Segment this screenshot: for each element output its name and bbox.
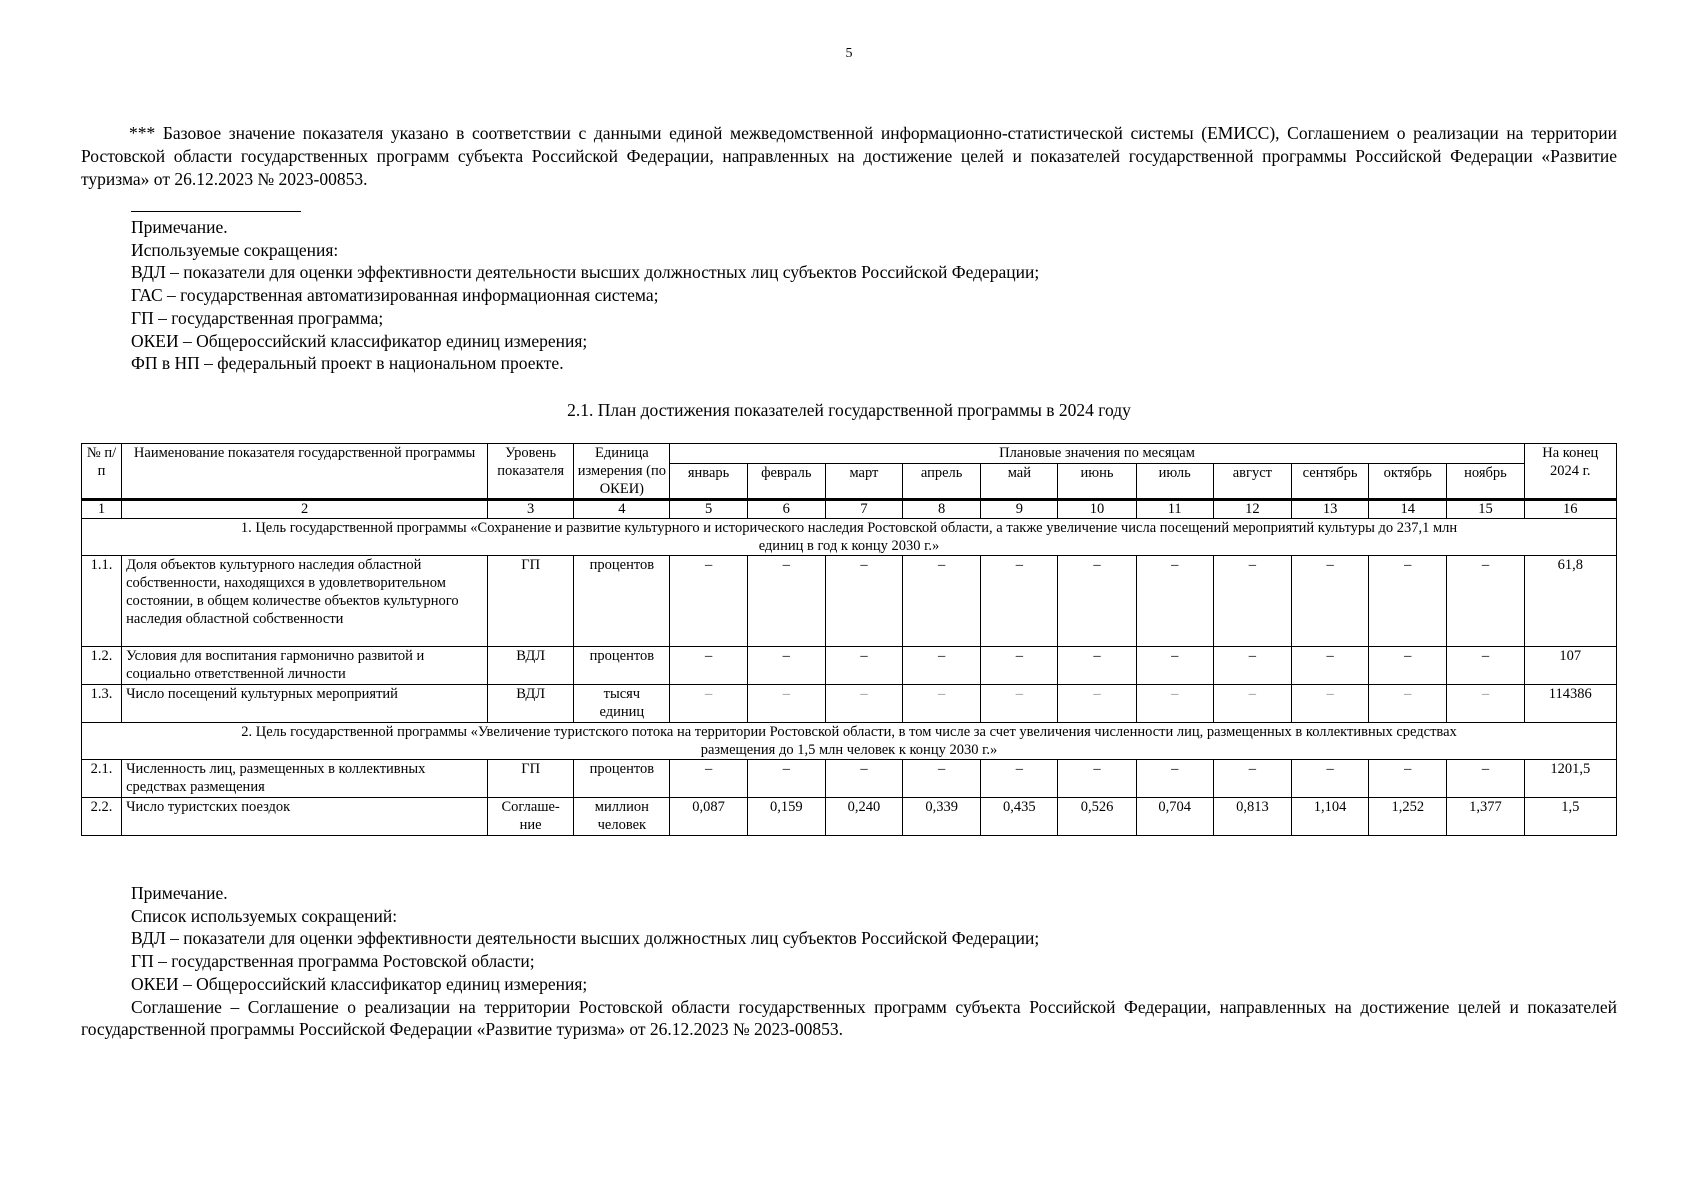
header-month: март — [825, 464, 902, 500]
abbreviations-list-note — [81, 882, 1617, 1041]
row-month-value: – — [1058, 647, 1136, 685]
row-month-value: – — [1291, 685, 1368, 723]
row-indicator-name: Доля объектов культурного наследия областной собственности, находящихся в удовлетворительном состоянии, в общем количестве объектов культурного наследия областной собственности — [122, 556, 488, 647]
row-month-value: – — [1213, 556, 1291, 647]
row-month-value: – — [1369, 760, 1447, 798]
row-num: 2.1. — [82, 760, 122, 798]
row-year-end-value: 114386 — [1524, 685, 1616, 723]
column-number: 5 — [670, 500, 747, 519]
footnote-separator — [131, 211, 301, 212]
column-number: 10 — [1058, 500, 1136, 519]
row-month-value: – — [1213, 685, 1291, 723]
row-month-value: – — [903, 760, 981, 798]
row-month-value: – — [1058, 556, 1136, 647]
row-month-value: – — [1136, 760, 1213, 798]
note-line: Используемые сокращения: — [131, 239, 339, 260]
abbreviations-note — [131, 216, 1039, 375]
note-line: Список используемых сокращений: — [131, 905, 398, 926]
column-numbers-row — [82, 500, 1617, 519]
table-row — [82, 760, 1617, 798]
row-month-value: – — [1447, 556, 1524, 647]
row-month-value: – — [903, 685, 981, 723]
row-unit: тысяч единиц — [574, 685, 670, 723]
note-line: ГАС – государственная автоматизированная информационная система; — [131, 285, 659, 306]
row-num: 1.1. — [82, 556, 122, 647]
page-number: 5 — [845, 46, 853, 61]
row-month-value: – — [981, 685, 1058, 723]
table-title: 2.1. План достижения показателей государственной программы в 2024 году — [567, 400, 1131, 420]
row-level: ВДЛ — [488, 647, 574, 685]
column-number: 1 — [82, 500, 122, 519]
table-row — [82, 647, 1617, 685]
header-month: июнь — [1058, 464, 1136, 500]
row-indicator-name: Число туристских поездок — [122, 798, 488, 836]
column-number: 8 — [903, 500, 981, 519]
row-month-value: – — [903, 647, 981, 685]
row-month-value: – — [1447, 647, 1524, 685]
header-month: апрель — [903, 464, 981, 500]
row-unit: процентов — [574, 760, 670, 798]
row-unit: процентов — [574, 556, 670, 647]
row-year-end-value: 107 — [1524, 647, 1616, 685]
row-year-end-value: 1201,5 — [1524, 760, 1616, 798]
column-number: 11 — [1136, 500, 1213, 519]
row-num: 1.3. — [82, 685, 122, 723]
table-row — [82, 556, 1617, 647]
header-year-end: На конец 2024 г. — [1524, 444, 1616, 500]
row-month-value: – — [825, 685, 902, 723]
header-unit: Единица измерения (по ОКЕИ) — [574, 444, 670, 500]
row-month-value: 1,104 — [1291, 798, 1368, 836]
header-month: август — [1213, 464, 1291, 500]
note-line: Соглашение – Соглашение о реализации на территории Ростовской области государственных программ субъекта Российской Федерации, направленных на достижение целей и показателей государственной программы Российской Федерации «Развитие туризма» от 26.12.2023 № 2023-00853. — [81, 996, 1617, 1040]
header-month: январь — [670, 464, 747, 500]
row-month-value: – — [1213, 760, 1291, 798]
row-month-value: – — [825, 647, 902, 685]
row-month-value: – — [1291, 556, 1368, 647]
row-unit: миллион человек — [574, 798, 670, 836]
header-planned-values: Плановые значения по месяцам — [670, 444, 1524, 464]
row-month-value: 1,252 — [1369, 798, 1447, 836]
header-month: февраль — [747, 464, 825, 500]
goal-row — [82, 519, 1617, 556]
column-number: 4 — [574, 500, 670, 519]
column-number: 2 — [122, 500, 488, 519]
header-month: ноябрь — [1447, 464, 1524, 500]
header-month: сентябрь — [1291, 464, 1368, 500]
header-num: № п/п — [82, 444, 122, 500]
header-name: Наименование показателя государственной программы — [122, 444, 488, 500]
column-number: 16 — [1524, 500, 1616, 519]
row-unit: процентов — [574, 647, 670, 685]
row-month-value: – — [1369, 647, 1447, 685]
note-line: ГП – государственная программа Ростовской области; — [131, 951, 535, 972]
indicators-plan-table — [81, 443, 1617, 836]
row-month-value: – — [670, 760, 747, 798]
row-level: ГП — [488, 556, 574, 647]
footnote: *** Базовое значение показателя указано в соответствии с данными единой межведомственной информационно-статистической системы (ЕМИСС), Соглашением о реализации на территории Ростовской области государственных программ субъекта Российской Федерации, направленных на достижение целей и показателей государственной программы Российской Федерации «Развитие туризма» от 26.12.2023 № 2023-00853. — [81, 123, 1617, 189]
row-indicator-name: Число посещений культурных мероприятий — [122, 685, 488, 723]
column-number: 9 — [981, 500, 1058, 519]
note-line: Примечание. — [131, 883, 228, 903]
note-line: ОКЕИ – Общероссийский классификатор единиц измерения; — [131, 973, 588, 994]
row-month-value: – — [903, 556, 981, 647]
row-month-value: – — [1447, 760, 1524, 798]
row-month-value: – — [747, 760, 825, 798]
goal-row — [82, 723, 1617, 760]
table-row — [82, 798, 1617, 836]
row-month-value: – — [1136, 685, 1213, 723]
note-line: Примечание. — [131, 217, 228, 237]
column-number: 7 — [825, 500, 902, 519]
row-month-value: – — [981, 647, 1058, 685]
row-month-value: – — [825, 760, 902, 798]
row-month-value: – — [747, 647, 825, 685]
row-month-value: – — [670, 647, 747, 685]
row-month-value: – — [1058, 760, 1136, 798]
row-month-value: – — [1291, 760, 1368, 798]
column-number: 6 — [747, 500, 825, 519]
row-month-value: – — [1291, 647, 1368, 685]
row-num: 2.2. — [82, 798, 122, 836]
row-level: Соглаше-ние — [488, 798, 574, 836]
row-year-end-value: 61,8 — [1524, 556, 1616, 647]
row-month-value: 0,813 — [1213, 798, 1291, 836]
column-number: 13 — [1291, 500, 1368, 519]
row-month-value: – — [1369, 685, 1447, 723]
column-number: 3 — [488, 500, 574, 519]
note-line: ВДЛ – показатели для оценки эффективности деятельности высших должностных лиц субъектов Российской Федерации; — [131, 262, 1040, 283]
row-month-value: – — [1058, 685, 1136, 723]
note-line: ГП – государственная программа; — [131, 307, 384, 328]
row-month-value: – — [670, 685, 747, 723]
note-line: ОКЕИ – Общероссийский классификатор единиц измерения; — [131, 330, 588, 351]
column-number: 15 — [1447, 500, 1524, 519]
goal-2-text: 2. Цель государственной программы «Увеличение туристского потока на территории Ростовской области, в том числе за счет увеличения численности лиц, размещенных в коллективных средствах размещения до 1,5 млн человек к концу 2030 г.» — [82, 723, 1617, 760]
row-year-end-value: 1,5 — [1524, 798, 1616, 836]
row-month-value: – — [981, 556, 1058, 647]
note-line: ФП в НП – федеральный проект в национальном проекте. — [131, 353, 564, 374]
header-month: октябрь — [1369, 464, 1447, 500]
header-month: май — [981, 464, 1058, 500]
row-month-value: – — [1136, 556, 1213, 647]
row-month-value: – — [981, 760, 1058, 798]
column-number: 12 — [1213, 500, 1291, 519]
row-month-value: 0,087 — [670, 798, 747, 836]
row-indicator-name: Условия для воспитания гармонично развитой и социально ответственной личности — [122, 647, 488, 685]
row-level: ВДЛ — [488, 685, 574, 723]
row-month-value: – — [747, 685, 825, 723]
row-indicator-name: Численность лиц, размещенных в коллективных средствах размещения — [122, 760, 488, 798]
row-month-value: 0,240 — [825, 798, 902, 836]
row-level: ГП — [488, 760, 574, 798]
table-header-row — [82, 444, 1617, 464]
row-month-value: 0,159 — [747, 798, 825, 836]
column-number: 14 — [1369, 500, 1447, 519]
row-month-value: – — [747, 556, 825, 647]
row-month-value: – — [1136, 647, 1213, 685]
row-month-value: – — [825, 556, 902, 647]
header-level: Уровень показателя — [488, 444, 574, 500]
row-month-value: – — [1447, 685, 1524, 723]
row-month-value: 0,435 — [981, 798, 1058, 836]
row-month-value: 0,526 — [1058, 798, 1136, 836]
row-num: 1.2. — [82, 647, 122, 685]
goal-1-text: 1. Цель государственной программы «Сохранение и развитие культурного и исторического наследия Ростовской области, а также увеличение числа посещений мероприятий культуры до 237,1 млн единиц в год к концу 2030 г.» — [82, 519, 1617, 556]
header-month: июль — [1136, 464, 1213, 500]
table-row — [82, 685, 1617, 723]
row-month-value: – — [1213, 647, 1291, 685]
row-month-value: – — [1369, 556, 1447, 647]
row-month-value: 0,339 — [903, 798, 981, 836]
note-line: ВДЛ – показатели для оценки эффективности деятельности высших должностных лиц субъектов Российской Федерации; — [131, 928, 1040, 949]
row-month-value: 0,704 — [1136, 798, 1213, 836]
row-month-value: 1,377 — [1447, 798, 1524, 836]
row-month-value: – — [670, 556, 747, 647]
